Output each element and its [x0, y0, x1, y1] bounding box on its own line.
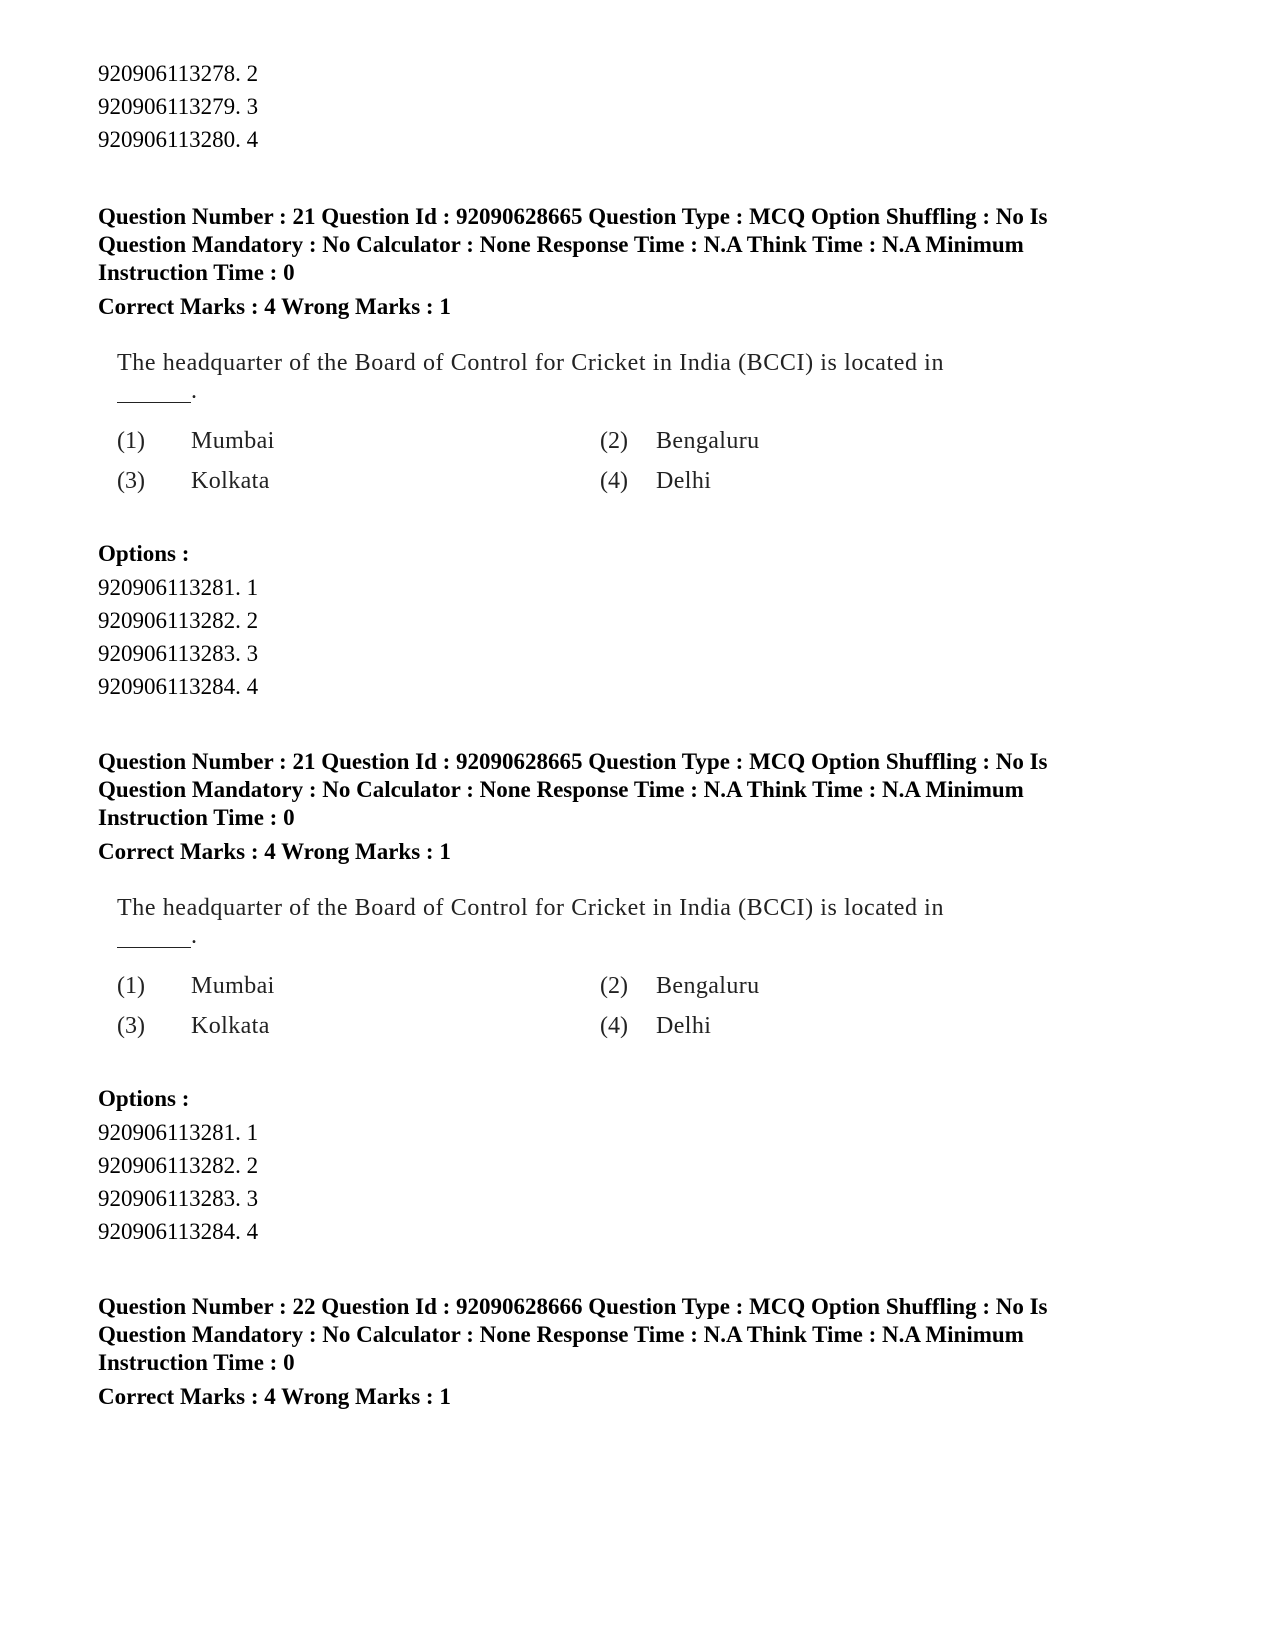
choice-label: Delhi: [656, 468, 712, 494]
options-title: Options :: [98, 541, 190, 566]
question-header-line: Instruction Time : 0: [98, 260, 295, 285]
answer-blank: [117, 402, 191, 403]
choice-number: (1): [117, 428, 145, 454]
choice-label: Bengaluru: [656, 973, 760, 999]
question-text: The headquarter of the Board of Control for Cricket in India (BCCI) is located in: [117, 895, 945, 921]
question-header-line: Instruction Time : 0: [98, 805, 295, 830]
answer-blank: [117, 947, 191, 948]
option-line: 920906113284. 4: [98, 1219, 259, 1244]
question-header-line: Question Number : 21 Question Id : 92090628665 Question Type : MCQ Option Shuffling : No Is: [98, 204, 1048, 229]
choice-number: (3): [117, 468, 145, 494]
choice-label: Delhi: [656, 1013, 712, 1039]
choice-label: Mumbai: [191, 973, 275, 999]
choice-number: (4): [600, 1013, 628, 1039]
marks-line: Correct Marks : 4 Wrong Marks : 1: [98, 839, 451, 864]
question-header-line: Instruction Time : 0: [98, 1350, 295, 1375]
marks-line: Correct Marks : 4 Wrong Marks : 1: [98, 294, 451, 319]
choice-number: (2): [600, 973, 628, 999]
choice-label: Kolkata: [191, 1013, 270, 1039]
question-header-line: Question Mandatory : No Calculator : None Response Time : N.A Think Time : N.A Minimum: [98, 1322, 1024, 1347]
blank-period: .: [191, 378, 197, 404]
option-line: 920906113284. 4: [98, 674, 259, 699]
choice-number: (1): [117, 973, 145, 999]
option-line: 920906113283. 3: [98, 1186, 259, 1211]
option-line: 920906113278. 2: [98, 61, 259, 86]
option-line: 920906113281. 1: [98, 1120, 259, 1145]
option-line: 920906113279. 3: [98, 94, 259, 119]
choice-number: (4): [600, 468, 628, 494]
option-line: 920906113282. 2: [98, 608, 259, 633]
choice-label: Kolkata: [191, 468, 270, 494]
choice-number: (3): [117, 1013, 145, 1039]
question-header-line: Question Mandatory : No Calculator : None Response Time : N.A Think Time : N.A Minimum: [98, 777, 1024, 802]
question-header-line: Question Number : 21 Question Id : 92090628665 Question Type : MCQ Option Shuffling : No Is: [98, 749, 1048, 774]
option-line: 920906113280. 4: [98, 127, 259, 152]
choice-label: Bengaluru: [656, 428, 760, 454]
option-line: 920906113283. 3: [98, 641, 259, 666]
blank-period: .: [191, 923, 197, 949]
choice-number: (2): [600, 428, 628, 454]
option-line: 920906113281. 1: [98, 575, 259, 600]
option-line: 920906113282. 2: [98, 1153, 259, 1178]
choice-label: Mumbai: [191, 428, 275, 454]
options-title: Options :: [98, 1086, 190, 1111]
question-text: The headquarter of the Board of Control for Cricket in India (BCCI) is located in: [117, 350, 945, 376]
marks-line: Correct Marks : 4 Wrong Marks : 1: [98, 1384, 451, 1409]
question-header-line: Question Number : 22 Question Id : 92090628666 Question Type : MCQ Option Shuffling : No Is: [98, 1294, 1048, 1319]
question-header-line: Question Mandatory : No Calculator : None Response Time : N.A Think Time : N.A Minimum: [98, 232, 1024, 257]
